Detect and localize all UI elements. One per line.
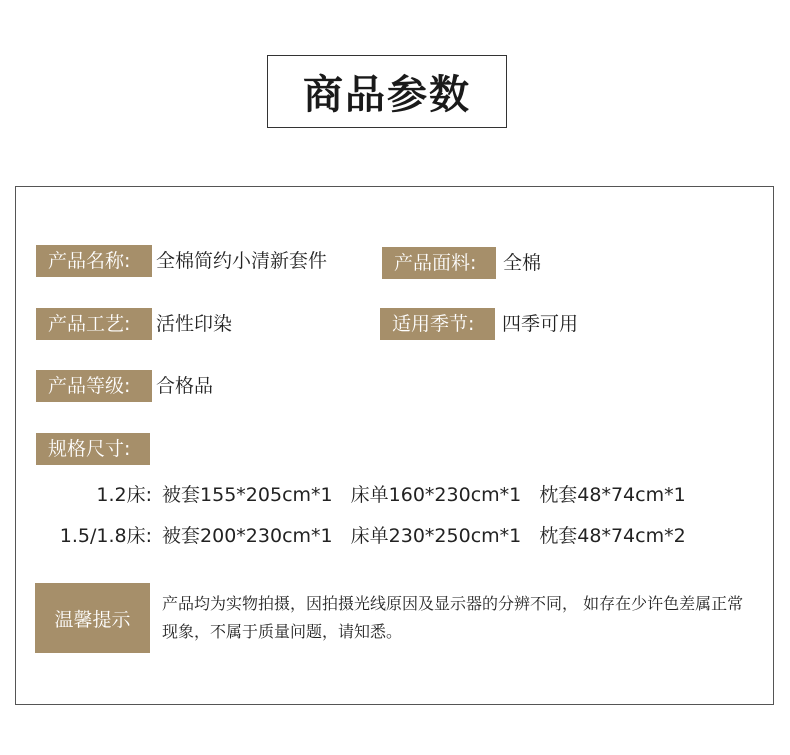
size-row — [40, 521, 686, 551]
craft-value: 活性印染 — [156, 313, 233, 335]
grade-value: 合格品 — [156, 375, 214, 397]
material-label: 产品面料: — [382, 247, 496, 279]
grade-label: 产品等级: — [36, 370, 152, 402]
size-label: 规格尺寸: — [36, 433, 150, 465]
size-row — [40, 480, 686, 510]
size-prefix: 1.5/1.8床: — [59, 525, 152, 547]
material-value: 全棉 — [503, 252, 542, 274]
size-pillow: 枕套48*74cm*2 — [539, 525, 686, 547]
page-title-box — [267, 55, 507, 128]
name-value: 全棉简约小清新套件 — [156, 250, 328, 272]
tip-label: 温馨提示 — [35, 583, 150, 653]
size-quilt: 被套155*205cm*1 — [162, 484, 333, 506]
season-value: 四季可用 — [502, 313, 579, 335]
size-sheet: 床单230*250cm*1 — [350, 525, 522, 547]
page-title: 商品参数 — [303, 72, 471, 118]
tip-text: 产品均为实物拍摄，因拍摄光线原因及显示器的分辨不同， 如存在少许色差属正常现象，不属于质量问题，请知悉。 — [162, 594, 744, 641]
size-sheet: 床单160*230cm*1 — [350, 484, 522, 506]
craft-label: 产品工艺: — [36, 308, 152, 340]
size-prefix: 1.2床: — [96, 484, 152, 506]
season-label: 适用季节: — [380, 308, 495, 340]
name-label: 产品名称: — [36, 245, 152, 277]
size-pillow: 枕套48*74cm*1 — [539, 484, 686, 506]
size-quilt: 被套200*230cm*1 — [162, 525, 333, 547]
